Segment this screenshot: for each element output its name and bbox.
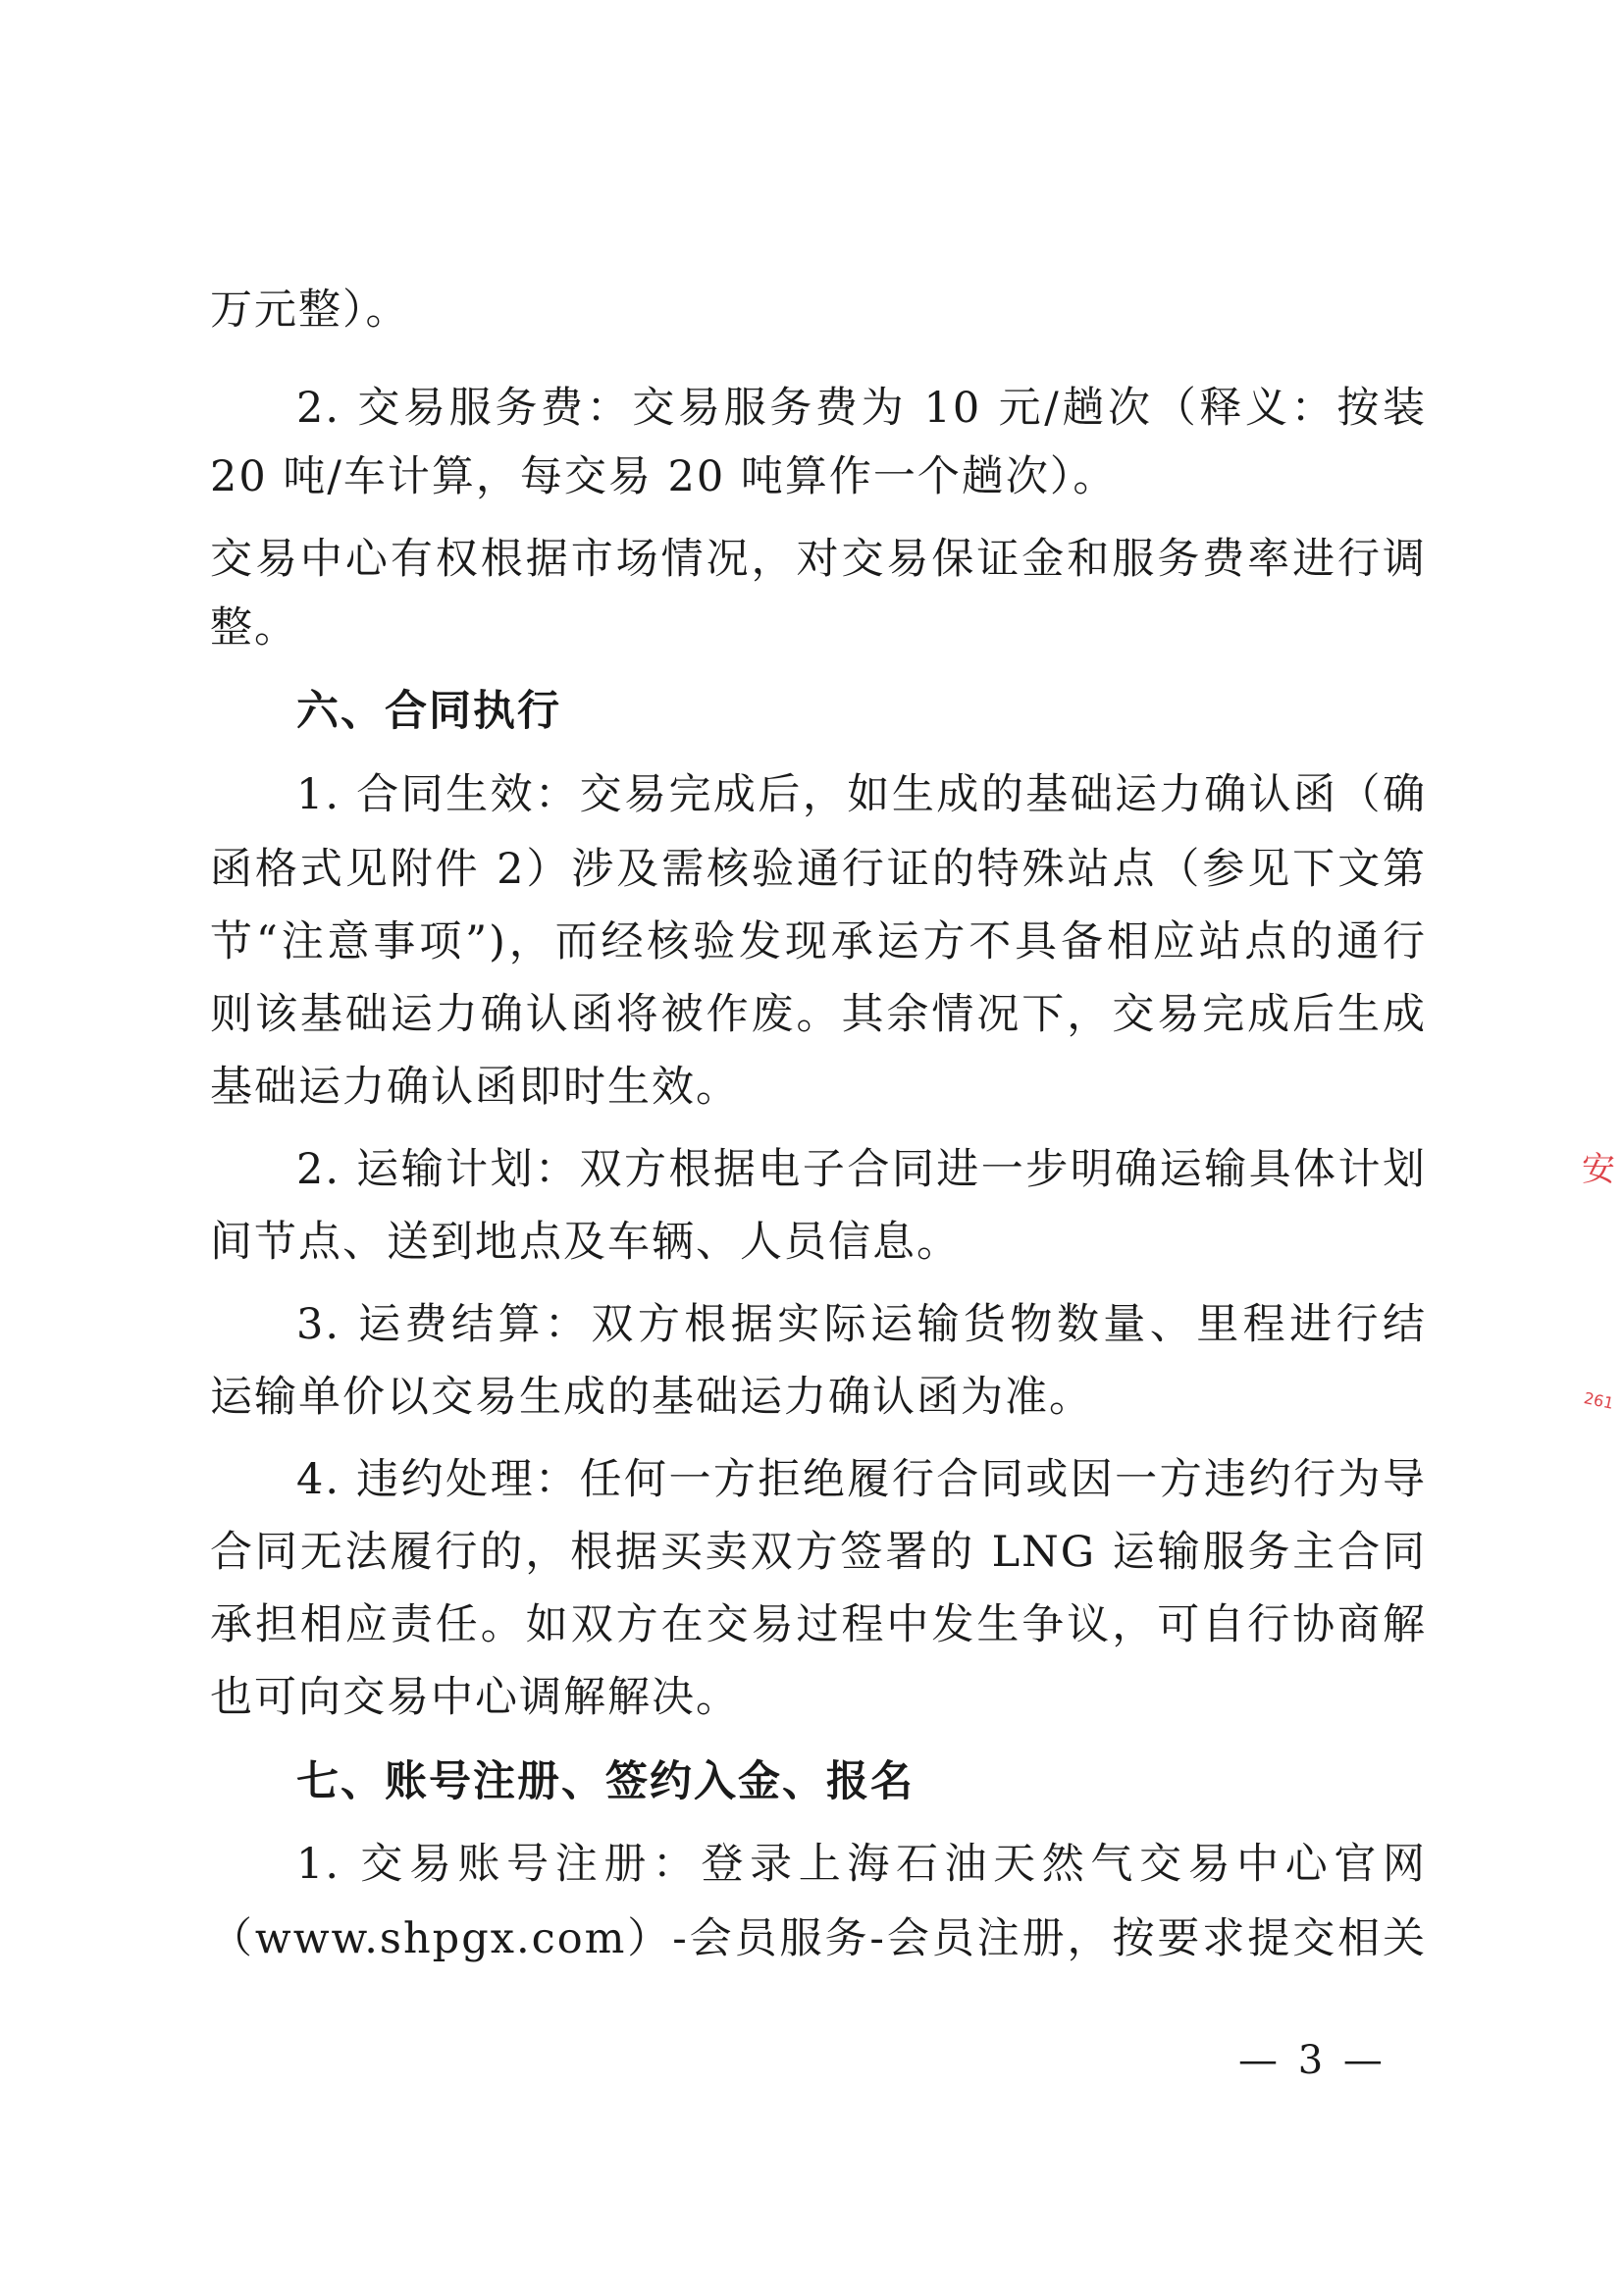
text-line: 运输单价以交易生成的基础运力确认函为准。 [210, 1373, 1093, 1422]
text-line: 则该基础运力确认函将被作废。其余情况下，交易完成后生成 [210, 990, 1427, 1039]
text-line: 承担相应责任。如双方在交易过程中发生争议，可自行协商解 [210, 1600, 1427, 1649]
text-line: 间节点、送到地点及车辆、人员信息。 [210, 1218, 961, 1267]
seal-stamp-fragment: 安 [1582, 1150, 1615, 1189]
seal-stamp-fragment-number: 261 [1582, 1388, 1616, 1413]
text-line: 基础运力确认函即时生效。 [210, 1063, 740, 1112]
text-line: 2. 运输计划：双方根据电子合同进一步明确运输具体计划 [296, 1145, 1427, 1194]
text-line: 节“注意事项”)，而经核验发现承运方不具备相应站点的通行 [210, 917, 1427, 966]
text-line: 3. 运费结算：双方根据实际运输货物数量、里程进行结 [296, 1300, 1427, 1349]
text-line: 1. 合同生效：交易完成后，如生成的基础运力确认函（确 [296, 770, 1427, 819]
text-line: 1. 交易账号注册：登录上海石油天然气交易中心官网 [296, 1840, 1427, 1889]
text-line: 也可向交易中心调解解决。 [210, 1673, 740, 1722]
text-line: 交易中心有权根据市场情况，对交易保证金和服务费率进行调 [210, 535, 1427, 584]
text-line: 函格式见附件 2）涉及需核验通行证的特殊站点（参见下文第 [210, 845, 1427, 894]
text-line: 20 吨/车计算，每交易 20 吨算作一个趟次）。 [210, 452, 1118, 501]
page-number: — 3 — [1238, 2038, 1387, 2083]
text-line: 整。 [210, 603, 298, 652]
text-line: 2. 交易服务费：交易服务费为 10 元/趟次（释义：按装 [296, 384, 1427, 433]
section-heading: 七、账号注册、签约入金、报名 [296, 1757, 915, 1806]
text-line: 合同无法履行的，根据买卖双方签署的 LNG 运输服务主合同 [210, 1528, 1427, 1577]
section-heading: 六、合同执行 [296, 687, 561, 736]
text-line: 万元整）。 [210, 286, 410, 335]
text-line: 4. 违约处理：任何一方拒绝履行合同或因一方违约行为导 [296, 1455, 1427, 1504]
text-line: （www.shpgx.com）-会员服务-会员注册，按要求提交相关 [210, 1914, 1427, 1963]
